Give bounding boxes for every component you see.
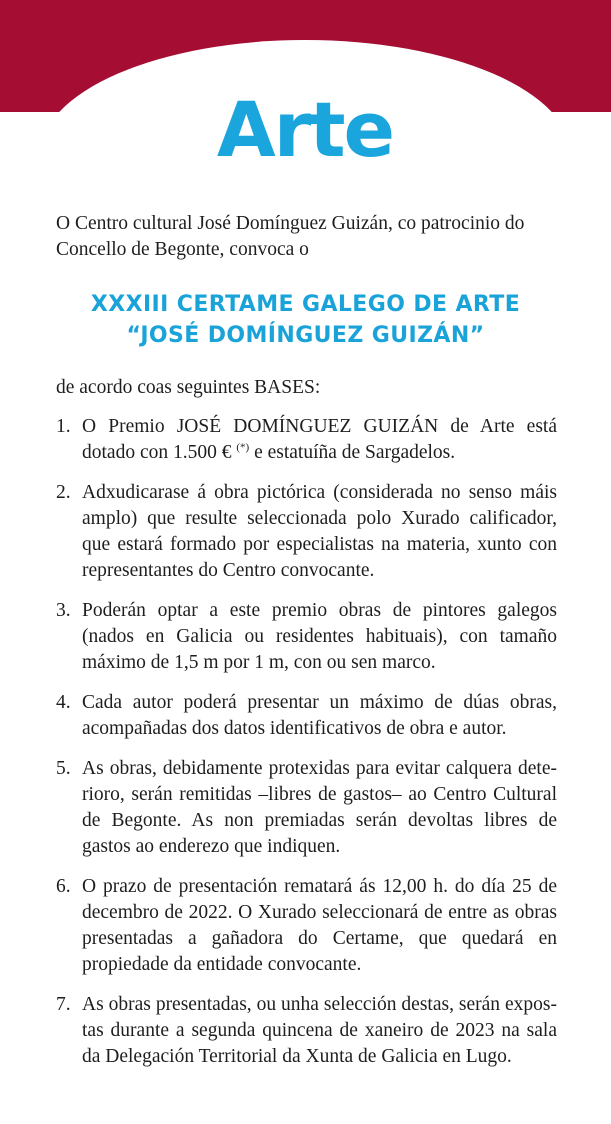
contest-title — [30, 289, 581, 351]
footnote-marker: (*) — [236, 441, 250, 454]
title-line-1: XXXIII CERTAME GALEGO DE ARTE — [90, 292, 521, 317]
rule-text: As obras, debidamente protexidas para evitar calquera deterioro, serán remitidas –libres de gastos– ao Centro Cultural de Begonte. As non premiadas serán devoltas libres de gastos ao enderezo que indiquen. — [82, 758, 557, 857]
rule-number: 3. — [56, 600, 71, 621]
rule-text: O prazo de presentación rematará ás 12,00 h. do día 25 de decembro de 2022. O Xurado seleccionará de entre as obras presentadas a gañadora do Certame, que quedará en propiedade da entidade convocante. — [82, 876, 557, 975]
rule-number: 7. — [56, 994, 71, 1015]
rule-text: Poderán optar a este premio obras de pintores galegos (nados en Galicia ou residentes habituais), con tamaño máximo de 1,5 m por 1 m, con ou sen marco. — [82, 600, 557, 673]
rule-number: 5. — [56, 758, 71, 779]
rule-number: 1. — [56, 416, 71, 437]
bases-lead: de acordo coas seguintes BASES: — [56, 377, 321, 398]
rule-number: 2. — [56, 482, 71, 503]
rule-item — [56, 598, 557, 676]
rule-text: As obras presentadas, ou unha selección destas, serán expostas durante a segunda quincena de xaneiro de 2023 na sala da Delegación Territorial da Xunta de Galicia en Lugo. — [82, 994, 557, 1067]
rule-item — [56, 992, 557, 1070]
rules-list — [56, 414, 557, 1084]
rule-item — [56, 874, 557, 978]
rule-item — [56, 480, 557, 584]
arte-logo — [0, 88, 611, 188]
rule-text: Cada autor poderá presentar un máximo de dúas obras, acompañadas dos datos identificativos de obra e autor. — [82, 692, 557, 739]
rule-text: Adxudicarase á obra pictórica (considerada no senso máis amplo) que resulte seleccionada polo Xurado calificador, que estará formado por especialistas na materia, xunto con representantes do Centro convocante. — [82, 482, 557, 581]
intro-text: O Centro cultural José Domínguez Guizán, co patrocinio do Concello de Begonte, convoca o — [56, 213, 525, 260]
rule-number: 4. — [56, 692, 71, 713]
rule-item — [56, 756, 557, 860]
rule-item — [56, 690, 557, 742]
logo-text: Arte — [216, 88, 394, 174]
rule-number: 6. — [56, 876, 71, 897]
title-line-2: “JOSÉ DOMÍNGUEZ GUIZÁN” — [126, 323, 485, 348]
rule-text: O Premio JOSÉ DOMÍNGUEZ GUIZÁN de Arte está dotado con 1.500 € (*) e estatuíña de Sargadelos. — [82, 416, 557, 463]
rule-item — [56, 414, 557, 466]
